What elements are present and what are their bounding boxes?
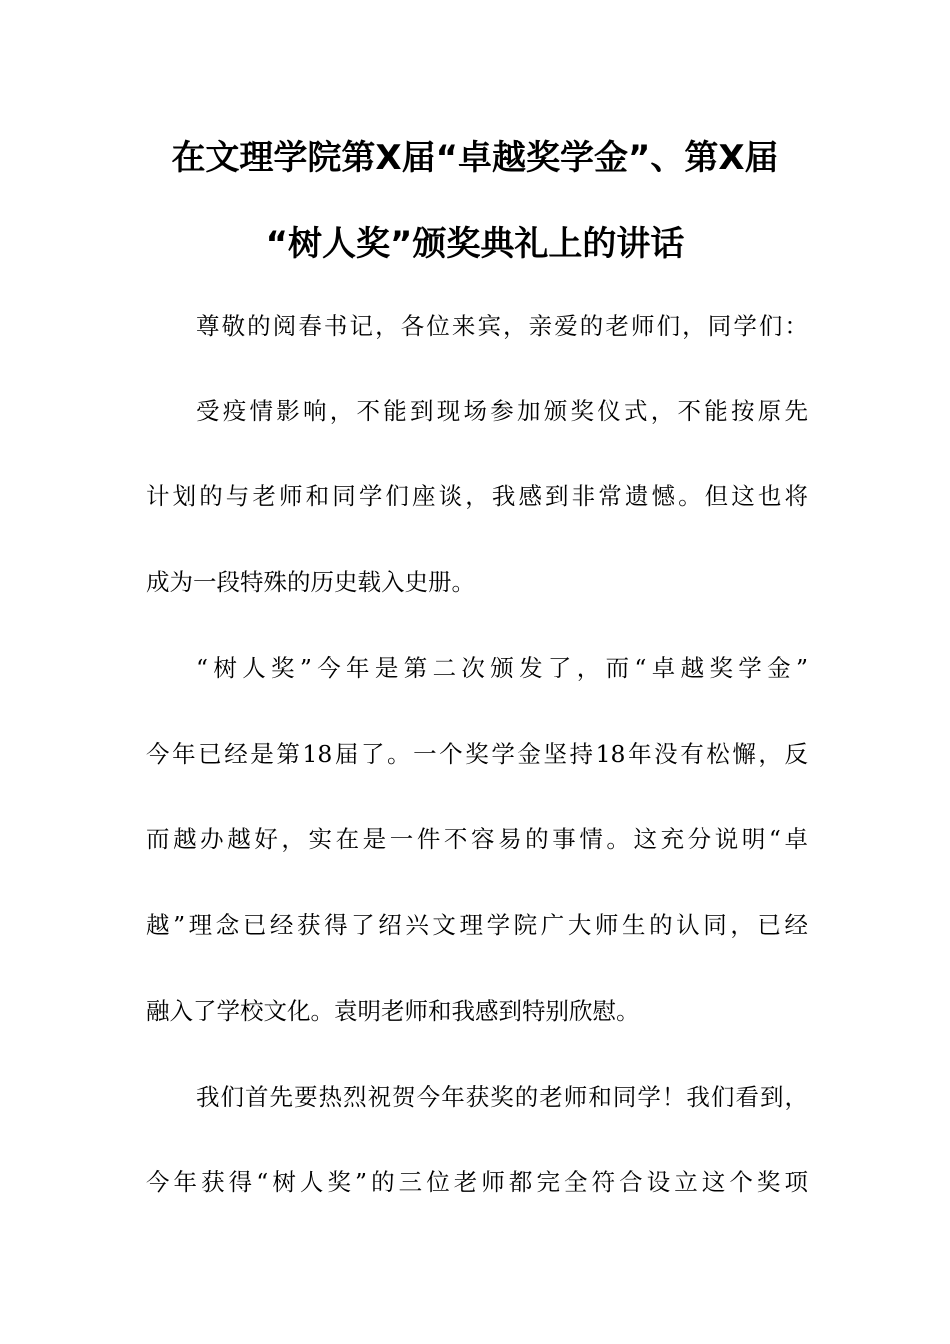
salutation-line: 尊敬的阅春书记，各位来宾，亲爱的老师们，同学们： <box>196 312 808 340</box>
paragraph-line: 而越办越好，实在是一件不容易的事情。这充分说明“卓 <box>146 825 808 853</box>
paragraph-line: 成为一段特殊的历史载入史册。 <box>146 568 475 596</box>
paragraph-line: “树人奖”今年是第二次颁发了，而“卓越奖学金” <box>196 654 808 682</box>
paragraph-line: 受疫情影响，不能到现场参加颁奖仪式，不能按原先 <box>196 397 808 425</box>
title-line-2: “树人奖”颁奖典礼上的讲话 <box>265 224 685 264</box>
title-line-1: 在文理学院第X届“卓越奖学金”、第X届 <box>171 138 779 178</box>
paragraph-line: 今年已经是第18届了。一个奖学金坚持18年没有松懈，反 <box>146 740 808 768</box>
paragraph-line: 越”理念已经获得了绍兴文理学院广大师生的认同，已经 <box>146 911 808 939</box>
paragraph-line: 计划的与老师和同学们座谈，我感到非常遗憾。但这也将 <box>146 482 808 510</box>
paragraph-line: 融入了学校文化。袁明老师和我感到特别欣慰。 <box>146 997 640 1025</box>
paragraph-line: 今年获得“树人奖”的三位老师都完全符合设立这个奖项 <box>146 1168 808 1196</box>
paragraph-line: 我们首先要热烈祝贺今年获奖的老师和同学！我们看到， <box>196 1083 808 1111</box>
